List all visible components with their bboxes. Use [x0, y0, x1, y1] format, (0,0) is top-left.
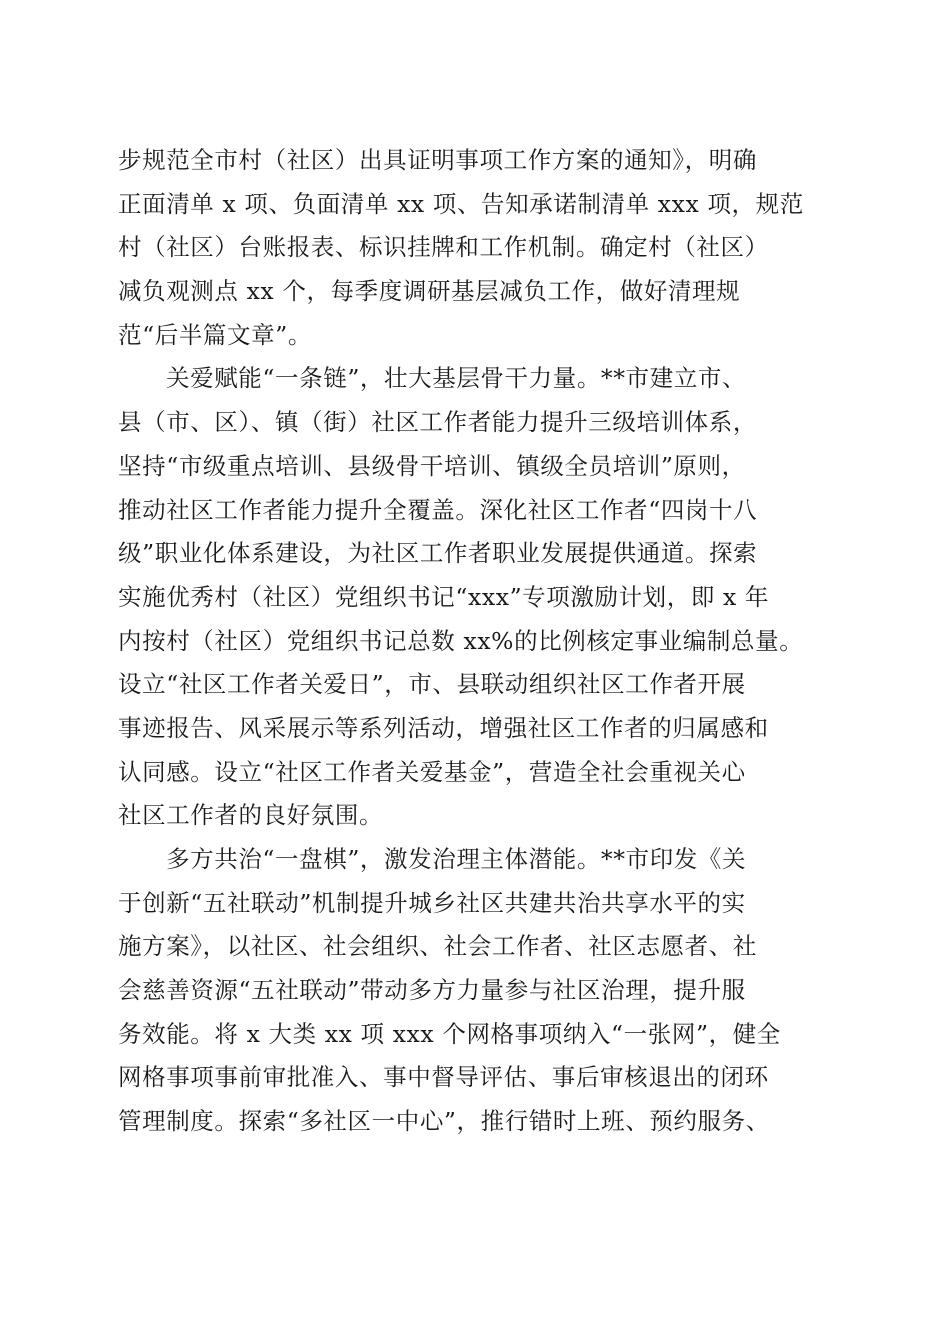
text-line: 级”职业化体系建设，为社区工作者职业发展提供通道。探索 [118, 539, 758, 568]
text-line: 事迹报告、风采展示等系列活动，增强社区工作者的归属感和 [118, 713, 769, 742]
body-text [118, 139, 838, 1144]
text-line: 内按村（社区）党组织书记总数 xx%的比例核定事业编制总量。 [118, 626, 804, 655]
text-line: 范“后半篇文章”。 [118, 320, 312, 349]
text-line: 村（社区）台账报表、标识挂牌和工作机制。确定村（社区） [118, 233, 769, 262]
text-line: 步规范全市村（社区）出具证明事项工作方案的通知》，明确 [118, 146, 757, 174]
paragraph-heading-line: 关爱赋能“一条链”，壮大基层骨干力量。**市建立市、 [166, 364, 747, 393]
text-line: 务效能。将 x 大类 xx 项 xxx 个网格事项纳入“一张网”，健全 [118, 1019, 781, 1048]
text-line: 减负观测点 xx 个，每季度调研基层减负工作，做好清理规 [118, 277, 741, 306]
text-line: 坚持“市级重点培训、县级骨干培训、镇级全员培训”原则， [118, 451, 746, 480]
text-line: 施方案》，以社区、社会组织、社会工作者、社区志愿者、社 [118, 932, 757, 961]
text-line: 设立“社区工作者关爱日”，市、县联动组织社区工作者开展 [118, 670, 746, 699]
text-line: 会慈善资源“五社联动”带动多方力量参与社区治理，提升服 [118, 976, 746, 1005]
text-line: 认同感。设立“社区工作者关爱基金”，营造全社会重视关心 [118, 757, 746, 786]
text-line: 推动社区工作者能力提升全覆盖。深化社区工作者“四岗十八 [118, 495, 758, 524]
text-line: 于创新“五社联动”机制提升城乡社区共建共治共享水平的实 [118, 888, 746, 917]
paragraph-heading-line: 多方共治“一盘棋”，激发治理主体潜能。**市印发《关 [166, 845, 747, 873]
text-line: 县（市、区）、镇（街）社区工作者能力提升三级培训体系， [118, 408, 757, 437]
text-line: 社区工作者的良好氛围。 [118, 801, 384, 830]
text-line: 正面清单 x 项、负面清单 xx 项、告知承诺制清单 xxx 项，规范 [118, 189, 804, 218]
text-line: 管理制度。探索“多社区一中心”，推行错时上班、预约服务、 [118, 1107, 770, 1136]
text-line: 实施优秀村（社区）党组织书记“xxx”专项激励计划，即 x 年 [118, 582, 770, 611]
text-line: 网格事项事前审批准入、事中督导评估、事后审核退出的闭环 [118, 1063, 769, 1092]
